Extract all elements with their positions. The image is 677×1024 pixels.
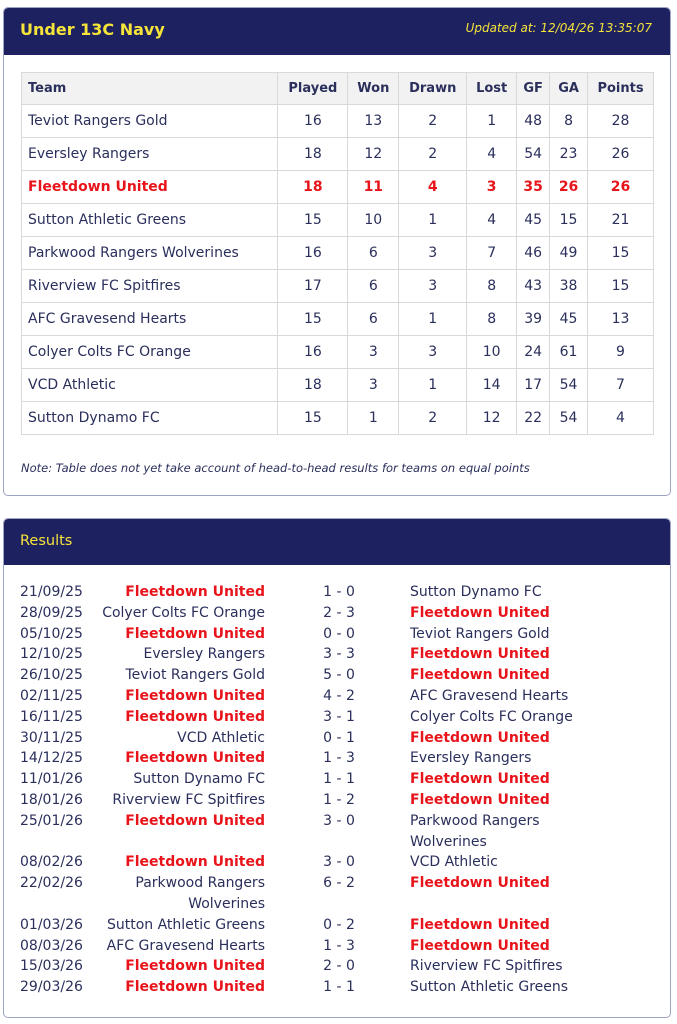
- column-header-points[interactable]: Points: [588, 73, 654, 105]
- won-cell: 6: [348, 303, 399, 336]
- column-header-lost[interactable]: Lost: [467, 73, 517, 105]
- result-date: 11/01/26: [20, 771, 83, 788]
- drawn-cell: 2: [399, 138, 467, 171]
- team-name-cell[interactable]: Fleetdown United: [22, 171, 278, 204]
- played-cell: 16: [278, 105, 348, 138]
- team-name-cell[interactable]: Teviot Rangers Gold: [22, 105, 278, 138]
- drawn-cell: 1: [399, 369, 467, 402]
- won-cell: 6: [348, 270, 399, 303]
- away-team[interactable]: Fleetdown United: [410, 604, 550, 621]
- column-header-gf[interactable]: GF: [517, 73, 550, 105]
- result-row: [4, 915, 670, 936]
- won-cell: 13: [348, 105, 399, 138]
- team-name-cell[interactable]: Eversley Rangers: [22, 138, 278, 171]
- column-header-team[interactable]: Team: [22, 73, 278, 105]
- home-team[interactable]: Colyer Colts FC Orange: [102, 604, 265, 621]
- away-team[interactable]: AFC Gravesend Hearts: [410, 687, 569, 704]
- table-row: [22, 303, 654, 336]
- ga-cell: 23: [550, 138, 588, 171]
- league-header: [4, 8, 670, 55]
- gf-cell: 54: [517, 138, 550, 171]
- lost-cell: 4: [467, 204, 517, 237]
- won-cell: 12: [348, 138, 399, 171]
- away-team[interactable]: Fleetdown United: [410, 667, 550, 684]
- drawn-cell: 2: [399, 105, 467, 138]
- standings-header-row: [22, 73, 654, 105]
- home-team[interactable]: Fleetdown United: [125, 750, 265, 767]
- played-cell: 18: [278, 138, 348, 171]
- result-row: [4, 811, 670, 853]
- lost-cell: 12: [467, 402, 517, 435]
- home-team[interactable]: AFC Gravesend Hearts: [106, 937, 265, 954]
- match-score: 3 - 1: [323, 708, 355, 725]
- table-row: [22, 336, 654, 369]
- table-row: [22, 402, 654, 435]
- team-name-cell[interactable]: Riverview FC Spitfires: [22, 270, 278, 303]
- away-team[interactable]: Fleetdown United: [410, 916, 550, 933]
- ga-cell: 54: [550, 402, 588, 435]
- gf-cell: 24: [517, 336, 550, 369]
- drawn-cell: 1: [399, 204, 467, 237]
- home-team[interactable]: Fleetdown United: [125, 708, 265, 725]
- away-team[interactable]: Fleetdown United: [410, 875, 550, 892]
- home-team[interactable]: Sutton Athletic Greens: [106, 916, 265, 933]
- lost-cell: 8: [467, 303, 517, 336]
- column-header-won[interactable]: Won: [348, 73, 399, 105]
- lost-cell: 4: [467, 138, 517, 171]
- gf-cell: 43: [517, 270, 550, 303]
- won-cell: 11: [348, 171, 399, 204]
- result-row: [4, 769, 670, 790]
- away-team[interactable]: Fleetdown United: [410, 791, 550, 808]
- match-score: 5 - 0: [323, 667, 355, 684]
- away-team[interactable]: Colyer Colts FC Orange: [410, 708, 573, 725]
- points-cell: 26: [588, 138, 654, 171]
- result-row: [4, 956, 670, 977]
- result-row: [4, 624, 670, 645]
- lost-cell: 10: [467, 336, 517, 369]
- away-team[interactable]: Fleetdown United: [410, 771, 550, 788]
- result-row: [4, 728, 670, 749]
- lost-cell: 7: [467, 237, 517, 270]
- away-team[interactable]: Eversley Rangers: [410, 750, 532, 767]
- away-team[interactable]: Teviot Rangers Gold: [410, 625, 550, 642]
- result-row: [4, 603, 670, 624]
- match-score: 2 - 3: [323, 604, 355, 621]
- results-card: [3, 518, 671, 1018]
- home-team[interactable]: Teviot Rangers Gold: [125, 667, 265, 684]
- lost-cell: 1: [467, 105, 517, 138]
- result-date: 22/02/26: [20, 875, 83, 892]
- points-cell: 7: [588, 369, 654, 402]
- result-row: [4, 707, 670, 728]
- match-score: 6 - 2: [323, 875, 355, 892]
- team-name-cell[interactable]: Parkwood Rangers Wolverines: [22, 237, 278, 270]
- result-row: [4, 873, 670, 915]
- team-name-cell[interactable]: Colyer Colts FC Orange: [22, 336, 278, 369]
- result-date: 15/03/26: [20, 958, 83, 975]
- results-list: [4, 582, 670, 998]
- gf-cell: 35: [517, 171, 550, 204]
- result-date: 12/10/25: [20, 646, 83, 663]
- home-team[interactable]: Fleetdown United: [125, 958, 265, 975]
- lost-cell: 8: [467, 270, 517, 303]
- table-note: Note: Table does not yet take account of head-to-head results for teams on equal points: [21, 461, 530, 475]
- match-score: 3 - 0: [323, 812, 355, 829]
- table-row: [22, 138, 654, 171]
- gf-cell: 46: [517, 237, 550, 270]
- results-header: [4, 519, 670, 565]
- team-name-cell[interactable]: AFC Gravesend Hearts: [22, 303, 278, 336]
- ga-cell: 15: [550, 204, 588, 237]
- played-cell: 17: [278, 270, 348, 303]
- result-row: [4, 582, 670, 603]
- match-score: 3 - 3: [323, 646, 355, 663]
- result-date: 25/01/26: [20, 812, 83, 829]
- drawn-cell: 3: [399, 237, 467, 270]
- home-team[interactable]: Fleetdown United: [125, 687, 265, 704]
- won-cell: 3: [348, 369, 399, 402]
- result-row: [4, 644, 670, 665]
- ga-cell: 38: [550, 270, 588, 303]
- home-team[interactable]: Fleetdown United: [125, 854, 265, 871]
- points-cell: 15: [588, 270, 654, 303]
- result-date: 14/12/25: [20, 750, 83, 767]
- ga-cell: 54: [550, 369, 588, 402]
- drawn-cell: 1: [399, 303, 467, 336]
- result-row: [4, 977, 670, 998]
- column-header-played[interactable]: Played: [278, 73, 348, 105]
- away-team[interactable]: Sutton Athletic Greens: [410, 979, 569, 996]
- result-date: 08/03/26: [20, 937, 83, 954]
- ga-cell: 49: [550, 237, 588, 270]
- home-team[interactable]: Fleetdown United: [125, 812, 265, 829]
- result-row: [4, 686, 670, 707]
- won-cell: 1: [348, 402, 399, 435]
- away-team[interactable]: Sutton Dynamo FC: [410, 584, 542, 600]
- table-row: [22, 369, 654, 402]
- away-team[interactable]: Fleetdown United: [410, 937, 550, 954]
- points-cell: 13: [588, 303, 654, 336]
- standings-table: [21, 72, 654, 435]
- home-team[interactable]: VCD Athletic: [177, 729, 265, 746]
- gf-cell: 39: [517, 303, 550, 336]
- played-cell: 15: [278, 402, 348, 435]
- away-team[interactable]: Riverview FC Spitfires: [410, 958, 563, 975]
- points-cell: 4: [588, 402, 654, 435]
- result-date: 26/10/25: [20, 667, 83, 684]
- ga-cell: 26: [550, 171, 588, 204]
- ga-cell: 8: [550, 105, 588, 138]
- match-score: 0 - 1: [323, 729, 355, 746]
- match-score: 1 - 1: [323, 979, 355, 996]
- points-cell: 21: [588, 204, 654, 237]
- drawn-cell: 4: [399, 171, 467, 204]
- result-date: 21/09/25: [20, 584, 83, 600]
- result-date: 30/11/25: [20, 729, 83, 746]
- played-cell: 16: [278, 237, 348, 270]
- team-name-cell[interactable]: Sutton Athletic Greens: [22, 204, 278, 237]
- updated-timestamp: Updated at: 12/04/26 13:35:07: [465, 21, 652, 35]
- drawn-cell: 2: [399, 402, 467, 435]
- result-row: [4, 790, 670, 811]
- drawn-cell: 3: [399, 270, 467, 303]
- played-cell: 15: [278, 303, 348, 336]
- away-team[interactable]: Fleetdown United: [410, 646, 550, 663]
- ga-cell: 45: [550, 303, 588, 336]
- won-cell: 10: [348, 204, 399, 237]
- match-score: 1 - 2: [323, 791, 355, 808]
- played-cell: 18: [278, 171, 348, 204]
- points-cell: 26: [588, 171, 654, 204]
- won-cell: 6: [348, 237, 399, 270]
- points-cell: 28: [588, 105, 654, 138]
- played-cell: 15: [278, 204, 348, 237]
- home-team[interactable]: Eversley Rangers: [143, 646, 265, 663]
- result-row: [4, 936, 670, 957]
- result-date: 29/03/26: [20, 979, 83, 996]
- result-date: 02/11/25: [20, 687, 83, 704]
- lost-cell: 3: [467, 171, 517, 204]
- result-date: 18/01/26: [20, 791, 83, 808]
- home-team[interactable]: Parkwood Rangers Wolverines: [135, 875, 265, 912]
- table-row: [22, 270, 654, 303]
- match-score: 4 - 2: [323, 687, 355, 704]
- match-score: 0 - 0: [323, 625, 355, 642]
- home-team[interactable]: Fleetdown United: [125, 979, 265, 996]
- won-cell: 3: [348, 336, 399, 369]
- column-header-ga[interactable]: GA: [550, 73, 588, 105]
- played-cell: 16: [278, 336, 348, 369]
- away-team[interactable]: Parkwood Rangers Wolverines: [410, 812, 540, 850]
- gf-cell: 17: [517, 369, 550, 402]
- match-score: 1 - 0: [323, 584, 355, 600]
- match-score: 3 - 0: [323, 854, 355, 871]
- match-score: 1 - 1: [323, 771, 355, 788]
- team-name-cell[interactable]: VCD Athletic: [22, 369, 278, 402]
- result-row: [4, 748, 670, 769]
- away-team[interactable]: Fleetdown United: [410, 729, 550, 746]
- away-team[interactable]: VCD Athletic: [410, 854, 498, 871]
- points-cell: 9: [588, 336, 654, 369]
- team-name-cell[interactable]: Sutton Dynamo FC: [22, 402, 278, 435]
- gf-cell: 22: [517, 402, 550, 435]
- column-header-drawn[interactable]: Drawn: [399, 73, 467, 105]
- points-cell: 15: [588, 237, 654, 270]
- result-date: 16/11/25: [20, 708, 83, 725]
- match-score: 1 - 3: [323, 937, 355, 954]
- home-team[interactable]: Fleetdown United: [125, 625, 265, 642]
- result-row: [4, 665, 670, 686]
- match-score: 2 - 0: [323, 958, 355, 975]
- league-title: Under 13C Navy: [20, 20, 165, 39]
- result-row: [4, 852, 670, 873]
- home-team[interactable]: Fleetdown United: [125, 584, 265, 600]
- result-date: 05/10/25: [20, 625, 83, 642]
- lost-cell: 14: [467, 369, 517, 402]
- drawn-cell: 3: [399, 336, 467, 369]
- table-row: [22, 237, 654, 270]
- table-row: [22, 204, 654, 237]
- match-score: 0 - 2: [323, 916, 355, 933]
- result-date: 01/03/26: [20, 916, 83, 933]
- results-title: Results: [20, 533, 73, 549]
- table-row: [22, 171, 654, 204]
- ga-cell: 61: [550, 336, 588, 369]
- league-table-card: [3, 7, 671, 496]
- table-row: [22, 105, 654, 138]
- result-date: 08/02/26: [20, 854, 83, 871]
- result-date: 28/09/25: [20, 604, 83, 621]
- match-score: 1 - 3: [323, 750, 355, 767]
- home-team[interactable]: Sutton Dynamo FC: [133, 771, 265, 788]
- played-cell: 18: [278, 369, 348, 402]
- gf-cell: 48: [517, 105, 550, 138]
- home-team[interactable]: Riverview FC Spitfires: [112, 791, 265, 808]
- gf-cell: 45: [517, 204, 550, 237]
